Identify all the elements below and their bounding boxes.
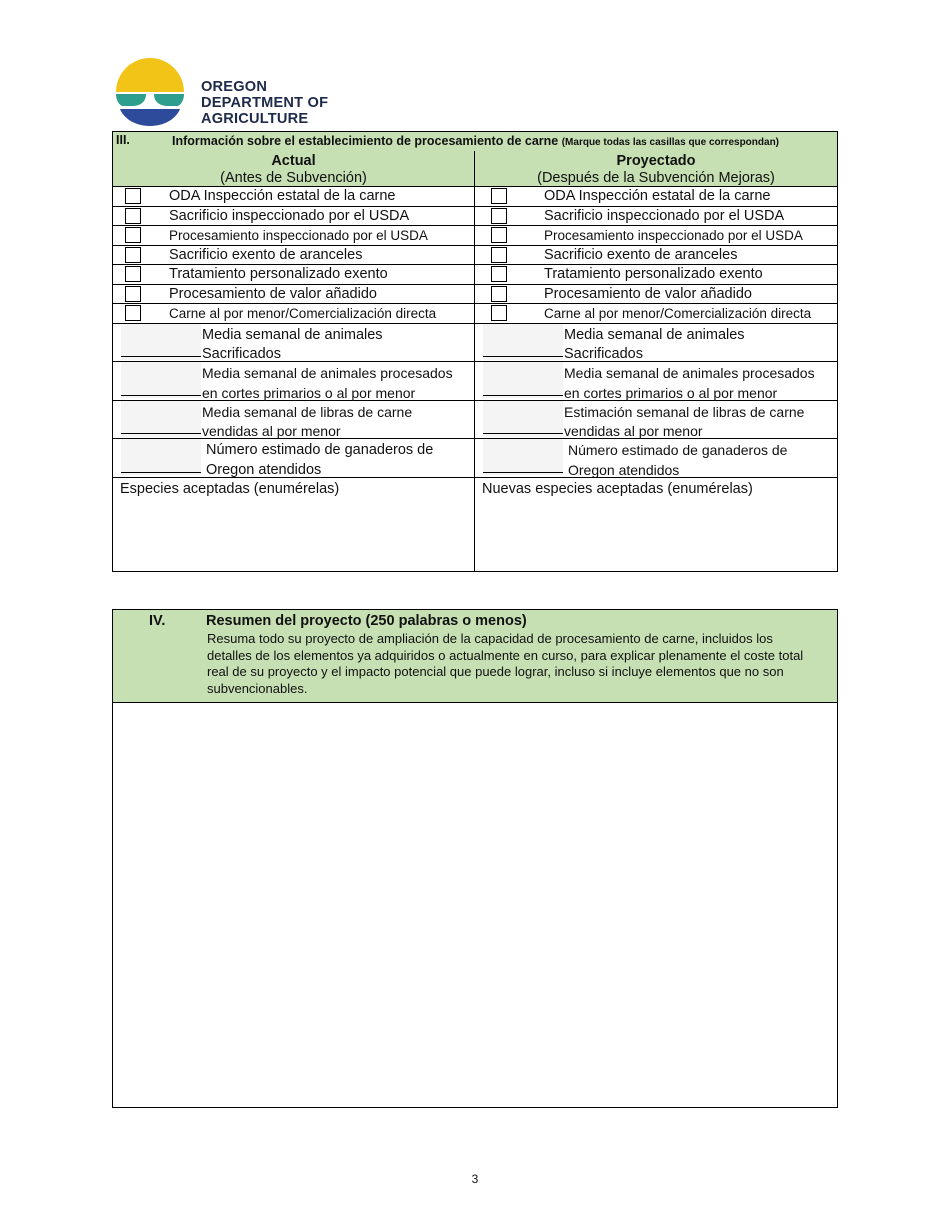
numeric-field-row <box>475 439 837 478</box>
numeric-field-row <box>113 439 474 478</box>
checkbox-row <box>113 187 474 207</box>
column-actual-header <box>113 151 474 187</box>
checkbox-row <box>475 207 837 227</box>
section-4-box <box>112 609 838 1108</box>
checkbox[interactable] <box>491 227 507 243</box>
column-projected-heading: Proyectado <box>616 153 696 169</box>
label-line: Media semanal de animales procesados <box>202 365 453 381</box>
page-number: 3 <box>471 1172 479 1186</box>
input-underline <box>483 395 563 396</box>
label-line: Media semanal de animales <box>202 326 383 343</box>
numeric-input[interactable] <box>483 401 563 437</box>
numeric-field-label <box>206 441 433 480</box>
checkbox-label: Sacrificio inspeccionado por el USDA <box>544 207 785 224</box>
org-line-3: AGRICULTURE <box>201 111 309 127</box>
section-4-header <box>113 610 837 703</box>
column-projected-header <box>475 151 837 187</box>
checkbox-label: Tratamiento personalizado exento <box>544 266 763 282</box>
numeric-input[interactable] <box>483 324 563 360</box>
checkbox-row <box>113 285 474 305</box>
checkbox[interactable] <box>125 208 141 224</box>
input-underline <box>483 356 563 357</box>
checkbox-row <box>475 226 837 246</box>
numeric-field-row <box>475 324 837 363</box>
species-field[interactable] <box>113 478 474 572</box>
oda-logo-mark-icon <box>114 58 186 126</box>
numeric-field-row <box>475 401 837 440</box>
checkbox[interactable] <box>125 188 141 204</box>
numeric-field-label <box>568 441 787 480</box>
label-line: en cortes primarios o al por menor <box>564 384 778 401</box>
section-4-title: Resumen del proyecto (250 palabras o menos) <box>206 613 527 629</box>
checkbox[interactable] <box>125 266 141 282</box>
section-4-description: Resuma todo su proyecto de ampliación de la capacidad de procesamiento de carne, incluidos los detalles de los elementos ya adquiridos o actualmente en curso, para explicar plenamente el coste total real de su proyecto y el impacto potencial que puede lograr, incluso si incluye elementos que no son subvencionables. <box>207 631 804 696</box>
checkbox-row <box>113 246 474 266</box>
section-3-title <box>172 134 779 148</box>
column-projected <box>475 151 837 571</box>
checkbox-label: Sacrificio exento de aranceles <box>544 246 738 263</box>
new-species-label: Nuevas especies aceptadas (enumérelas) <box>482 480 753 497</box>
numeric-input[interactable] <box>483 439 563 475</box>
input-underline <box>121 433 201 434</box>
numeric-input[interactable] <box>121 439 201 475</box>
checkbox-row <box>475 265 837 285</box>
checkbox-label: Carne al por menor/Comercialización directa <box>544 306 812 321</box>
label-line: Número estimado de ganaderos de <box>206 442 434 458</box>
checkbox[interactable] <box>491 188 507 204</box>
numeric-field-row <box>113 324 474 363</box>
label-line: Oregon atendidos <box>206 461 322 478</box>
checkbox[interactable] <box>491 208 507 224</box>
column-actual <box>113 151 475 571</box>
column-actual-heading: Actual <box>271 153 316 169</box>
project-summary-textarea[interactable] <box>113 703 837 1107</box>
numeric-field-row <box>475 362 837 401</box>
checkbox-row <box>113 226 474 246</box>
label-line: vendidas al por menor <box>564 423 703 439</box>
label-line: Media semanal de animales procesados <box>564 365 815 381</box>
checkbox[interactable] <box>491 247 507 263</box>
numeric-field-label <box>564 326 745 365</box>
label-line: vendidas al por menor <box>202 423 341 439</box>
checkbox-row <box>475 187 837 207</box>
label-line: Estimación semanal de libras de carne <box>564 403 805 420</box>
checkbox-row <box>475 246 837 266</box>
numeric-input[interactable] <box>121 401 201 437</box>
checkbox[interactable] <box>125 286 141 302</box>
input-underline <box>121 356 201 357</box>
input-underline <box>483 433 563 434</box>
new-species-field[interactable] <box>475 478 837 572</box>
numeric-field-label <box>202 403 412 442</box>
label-line: Número estimado de ganaderos de <box>568 442 788 458</box>
org-line-1: OREGON <box>201 79 268 95</box>
numeric-field-row <box>113 401 474 440</box>
checkbox[interactable] <box>125 227 141 243</box>
section-3-title-text: Información sobre el establecimiento de procesamiento de carne <box>172 134 559 148</box>
oda-logo <box>114 58 344 128</box>
section-3-number: III. <box>116 133 130 147</box>
input-underline <box>483 472 563 473</box>
checkbox-label: ODA Inspección estatal de la carne <box>544 188 771 204</box>
column-actual-subheading: (Antes de Subvención) <box>220 170 367 186</box>
label-line: Oregon atendidos <box>568 461 680 478</box>
checkbox-label: Sacrificio exento de aranceles <box>169 246 363 263</box>
checkbox-label: Carne al por menor/Comercialización directa <box>169 306 437 321</box>
section-3-title-bar <box>113 132 837 152</box>
checkbox[interactable] <box>125 305 141 321</box>
numeric-input[interactable] <box>483 362 563 398</box>
column-projected-subheading: (Después de la Subvención Mejoras) <box>537 170 775 186</box>
checkbox[interactable] <box>491 286 507 302</box>
checkbox-label: Procesamiento de valor añadido <box>169 285 377 302</box>
numeric-field-label <box>202 326 383 365</box>
label-line: en cortes primarios o al por menor <box>202 384 416 401</box>
checkbox-label: Procesamiento inspeccionado por el USDA <box>544 228 803 243</box>
numeric-input[interactable] <box>121 362 201 398</box>
checkbox-label: Sacrificio inspeccionado por el USDA <box>169 207 410 224</box>
numeric-field-label <box>564 403 804 442</box>
checkbox-label: Tratamiento personalizado exento <box>169 266 388 282</box>
oda-logo-text <box>201 79 328 127</box>
label-line: Sacrificados <box>202 346 281 362</box>
org-line-2: DEPARTMENT OF <box>201 95 329 111</box>
checkbox[interactable] <box>125 247 141 263</box>
input-underline <box>121 472 201 473</box>
section-4-number: IV. <box>149 613 166 629</box>
checkbox-row <box>113 265 474 285</box>
numeric-input[interactable] <box>121 324 201 360</box>
checkbox-row <box>113 207 474 227</box>
label-line: Media semanal de libras de carne <box>202 403 413 420</box>
label-line: Sacrificados <box>564 346 643 362</box>
section-3-table <box>112 131 838 572</box>
checkbox-label: Procesamiento inspeccionado por el USDA <box>169 228 428 243</box>
input-underline <box>121 395 201 396</box>
checkbox[interactable] <box>491 266 507 282</box>
numeric-field-row <box>113 362 474 401</box>
checkbox-row <box>475 304 837 324</box>
species-label: Especies aceptadas (enumérelas) <box>120 480 340 497</box>
checkbox-label: Procesamiento de valor añadido <box>544 285 752 302</box>
numeric-field-label <box>202 364 453 403</box>
section-3-note: (Marque todas las casillas que correspondan) <box>561 137 780 148</box>
checkbox[interactable] <box>491 305 507 321</box>
checkbox-row <box>113 304 474 324</box>
checkbox-row <box>475 285 837 305</box>
checkbox-label: ODA Inspección estatal de la carne <box>169 188 396 204</box>
label-line: Media semanal de animales <box>564 326 745 343</box>
numeric-field-label <box>564 364 815 403</box>
